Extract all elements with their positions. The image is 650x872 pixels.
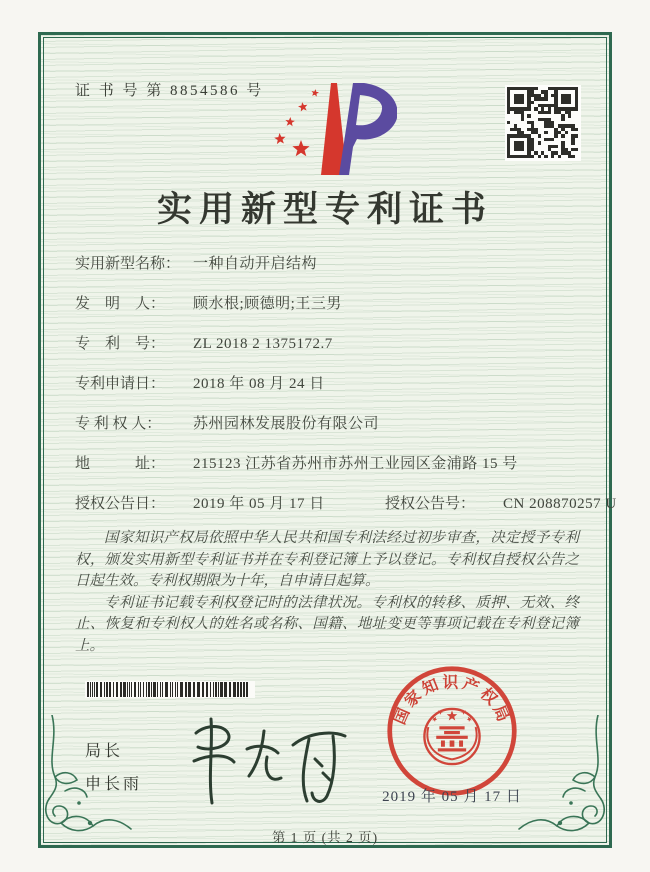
national-emblem-icon [424,709,479,764]
field-label: 授权公告日： [75,496,166,512]
field-value: 苏州园林发展股份有限公司 [193,416,380,432]
grant-number-label: 授权公告号： [385,496,476,512]
certificate-number: 证 书 号 第 8854586 号 [75,83,264,99]
barcode [85,681,255,698]
page-number: 第 1 页 (共 2 页) [271,830,379,845]
field-label: 发 明 人： [75,296,166,312]
certificate-title: 实用新型专利证书 [156,190,493,229]
field-row [75,294,581,314]
director-signature [181,703,366,818]
corner-flourish-icon [515,715,607,842]
legal-paragraph: 国家知识产权局依照中华人民共和国专利法经过初步审查，决定授予专利权，颁发实用新型专利证书并在专利登记簿上予以登记。专利权自授权公告之日起生效。专利权期限为十年，自申请日起算。 [75,530,579,589]
director-name: 申长雨 [85,776,143,793]
field-list [75,254,617,534]
field-row [75,494,617,514]
field-value: ZL 2018 2 1375172.7 [193,336,333,352]
patent-certificate [38,32,617,848]
field-label: 实用新型名称： [75,256,181,272]
qr-code [505,85,581,161]
field-row [75,414,581,434]
field-label: 专 利 号： [75,336,166,352]
legal-paragraph: 专利证书记载专利权登记时的法律状况。专利权的转移、质押、无效、终止、恢复和专利权人的姓名或名称、国籍、地址变更等事项记载在专利登记簿上。 [75,594,579,654]
corner-flourish-icon [43,715,135,842]
cnipa-patent-logo-icon [265,71,397,189]
official-seal [385,664,519,798]
seal-date: 2019 年 05 月 17 日 [382,789,522,805]
field-label: 专 利 权 人： [75,416,162,432]
field-value: 顾水根;顾德明;王三男 [193,296,342,312]
field-value: 2018 年 08 月 24 日 [193,376,325,392]
legal-text [75,528,579,657]
svg-text:国家知识产权局 [390,673,514,727]
field-label: 专利申请日： [75,376,166,392]
field-row [75,454,581,474]
grant-number-value: CN 208870257 U [503,496,617,512]
field-value: 215123 江苏省苏州市苏州工业园区金浦路 15 号 [193,456,518,472]
field-row [75,374,581,394]
director-title: 局长 [85,743,124,760]
field-value: 一种自动开启结构 [193,256,318,272]
field-row [75,254,581,274]
field-label: 地 址： [75,456,166,472]
field-row [75,334,581,354]
seal-text: 国家知识产权局 [391,674,513,728]
field-value: 2019 年 05 月 17 日 [193,496,325,512]
